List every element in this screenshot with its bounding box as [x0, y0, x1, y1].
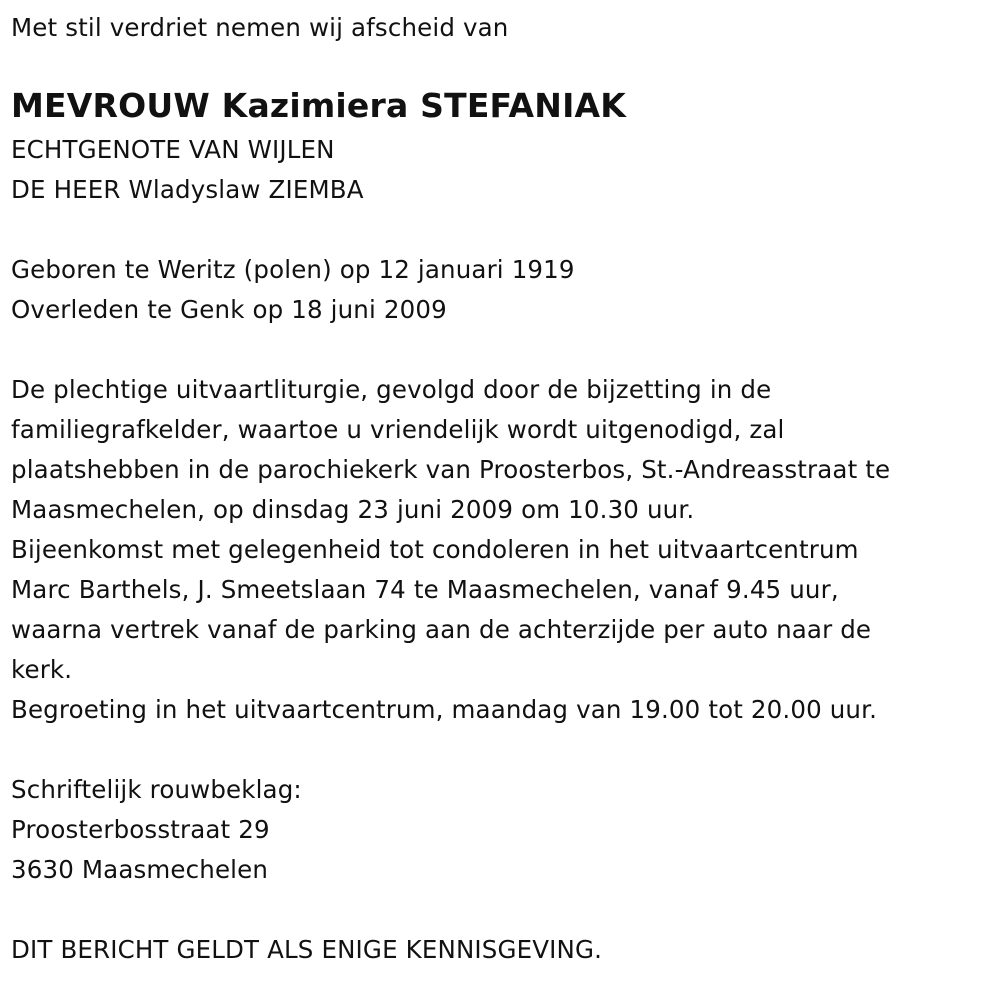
- address-street: Proosterbosstraat 29: [11, 815, 270, 844]
- body-line: kerk.: [11, 655, 73, 684]
- spacer: [11, 890, 1000, 930]
- body-line: waarna vertrek vanaf de parking aan de achterzijde per auto naar de: [11, 615, 872, 644]
- spacer: [11, 730, 1000, 770]
- body-line: Marc Barthels, J. Smeetslaan 74 te Maasmechelen, vanaf 9.45 uur,: [11, 575, 839, 604]
- birth-info: Geboren te Weritz (polen) op 12 januari 1919: [11, 255, 575, 284]
- closing-statement: DIT BERICHT GELDT ALS ENIGE KENNISGEVING.: [11, 935, 603, 964]
- body-line: Maasmechelen, op dinsdag 23 juni 2009 om 10.30 uur.: [11, 495, 695, 524]
- condolence-label: Schriftelijk rouwbeklag:: [11, 775, 302, 804]
- spouse-line-1: ECHTGENOTE VAN WIJLEN: [11, 135, 335, 164]
- spouse-line-2: DE HEER Wladyslaw ZIEMBA: [11, 175, 364, 204]
- body-line: Begroeting in het uitvaartcentrum, maandag van 19.00 tot 20.00 uur.: [11, 695, 878, 724]
- body-line: plaatshebben in de parochiekerk van Proosterbos, St.-Andreasstraat te: [11, 455, 891, 484]
- body-line: familiegrafkelder, waartoe u vriendelijk wordt uitgenodigd, zal: [11, 415, 785, 444]
- body-line: De plechtige uitvaartliturgie, gevolgd door de bijzetting in de: [11, 375, 772, 404]
- deceased-name: MEVROUW Kazimiera STEFANIAK: [11, 86, 627, 125]
- death-info: Overleden te Genk op 18 juni 2009: [11, 295, 447, 324]
- spacer: [11, 330, 1000, 370]
- spacer: [11, 210, 1000, 250]
- intro-text: Met stil verdriet nemen wij afscheid van: [11, 13, 509, 42]
- body-line: Bijeenkomst met gelegenheid tot condoleren in het uitvaartcentrum: [11, 535, 859, 564]
- address-city: 3630 Maasmechelen: [11, 855, 269, 884]
